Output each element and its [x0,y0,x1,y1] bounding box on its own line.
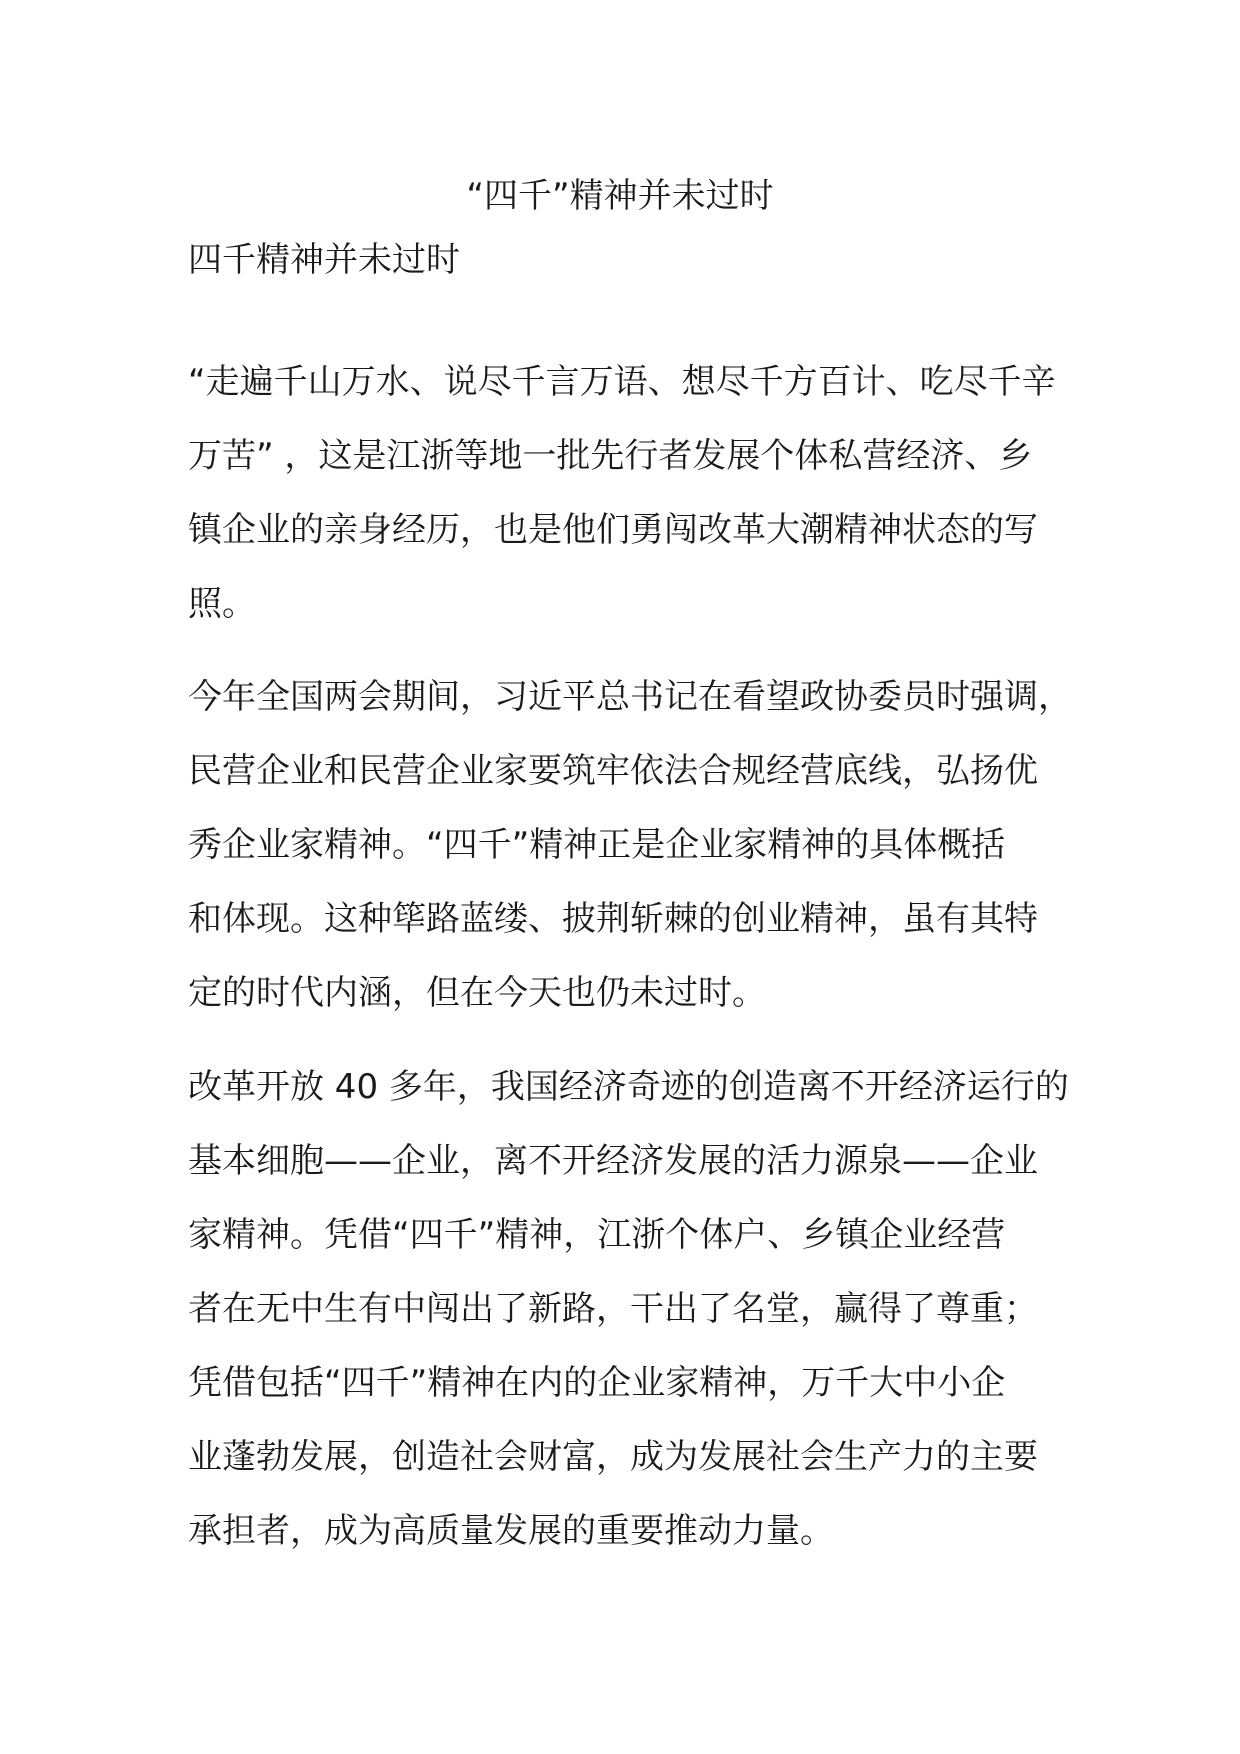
paragraph-line: 今年全国两会期间，习近平总书记在看望政协委员时强调， [188,677,1072,717]
paragraph-line: 万苦” ，这是江浙等地一批先行者发展个体私营经济、乡 [188,436,1033,476]
paragraph-line: 镇企业的亲身经历，也是他们勇闯改革大潮精神状态的写 [188,510,1038,550]
paragraph-line: 凭借包括“四千”精神在内的企业家精神，万千大中小企 [188,1363,1006,1403]
paragraph-line: 定的时代内涵，但在今天也仍未过时。 [188,973,766,1013]
paragraph-line: 承担者，成为高质量发展的重要推动力量。 [188,1511,834,1551]
paragraph-line: 者在无中生有中闯出了新路，干出了名堂，赢得了尊重； [188,1289,1038,1329]
paragraph-line: 秀企业家精神。“四千”精神正是企业家精神的具体概括 [188,825,1006,865]
paragraph-3 [188,1050,1068,1568]
paragraph-line: 和体现。这种筚路蓝缕、披荆斩棘的创业精神，虽有其特 [188,899,1038,939]
paragraph-line: “走遍千山万水、说尽千言万语、想尽千方百计、吃尽千辛 [188,362,1056,402]
paragraph-line: 照。 [188,584,256,624]
document-title: “四千”精神并未过时 [466,176,774,216]
paragraph-2 [188,660,1072,1030]
document-subtitle: 四千精神并未过时 [188,240,460,280]
paragraph-line: 改革开放 40 多年，我国经济奇迹的创造离不开经济运行的 [188,1067,1069,1107]
paragraph-line: 民营企业和民营企业家要筑牢依法合规经营底线，弘扬优 [188,751,1038,791]
paragraph-1 [188,345,1068,641]
paragraph-line: 业蓬勃发展，创造社会财富，成为发展社会生产力的主要 [188,1437,1038,1477]
paragraph-line: 家精神。凭借“四千”精神，江浙个体户、乡镇企业经营 [188,1215,1006,1255]
paragraph-line: 基本细胞——企业，离不开经济发展的活力源泉——企业 [188,1141,1038,1181]
